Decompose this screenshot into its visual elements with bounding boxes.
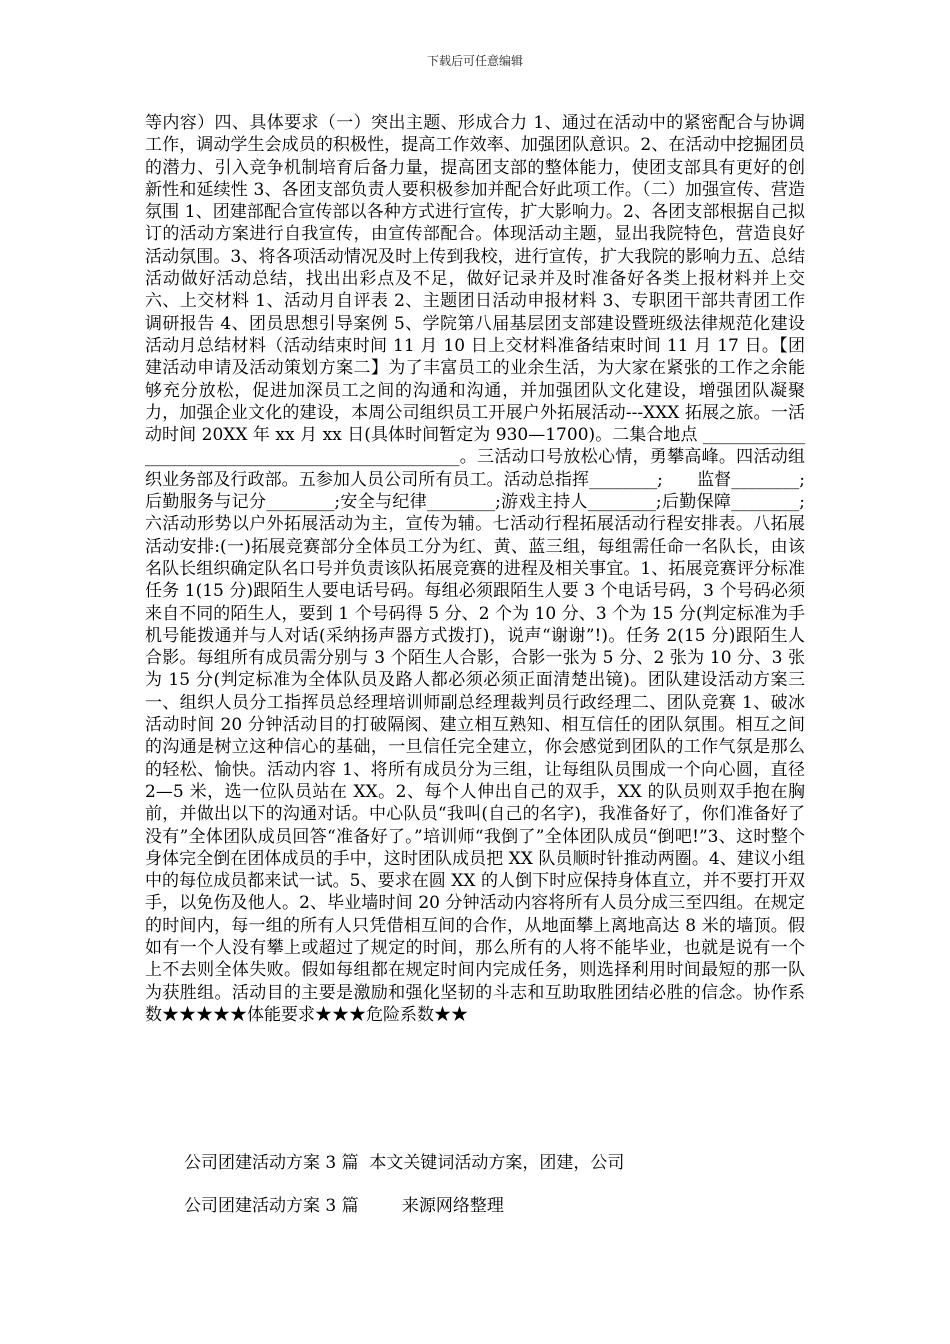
keywords-line: 公司团建活动方案 3 篇 本文关键词活动方案，团建，公司 [184, 1153, 625, 1173]
document-body: 等内容）四、具体要求（一）突出主题、形成合力 1、通过在活动中的紧密配合与协调工作，调动学生会成员的积极性，提高工作效率、加强团队意识。2、在活动中挖掘团员的潜力、引入竞争机制培育后备力量，提高团支部的整体能力，使团支部具有更好的创新性和延续性 3、各团支部负责人要积极参加并配合好此项工作。（二）加强宣传、营造氛围 1、团建部配合宣传部以各种方式进行宣传，扩大影响力。2、各团支部根据自己拟订的活动方案进行自我宣传，由宣传部配合。体现活动主题，显出我院特色，营造良好活动氛围。3、将各项活动情况及时上传到我校，进行宣传，扩大我院的影响力五、总结活动做好活动总结，找出出彩点及不足，做好记录并及时准备好各类上报材料并上交六、上交材料 1、活动月自评表 2、主题团日活动申报材料 3、专职团干部共青团工作调研报告 4、团员思想引导案例 5、学院第八届基层团支部建设暨班级法律规范化建设活动月总结材料（活动结束时间 11 月 10 日上交材料准备结束时间 11 月 17 日。【团建活动申请及活动策划方案二】为了丰富员工的业余生活，为大家在紧张的工作之余能够充分放松，促进加深员工之间的沟通和沟通，并加强团队文化建设，增强团队凝聚力，加强企业文化的建设，本周公司组织员工开展户外拓展活动---XXX 拓展之旅。一活动时间 20XX 年 xx 月 xx 日(具体时间暂定为 930—1700)。二集合地点 _________________________________________________。三活动口号放松心情，勇攀高峰。四活动组织业务部及行政部。五参加人员公司所有员工。活动总指挥________; 监督________;后勤服务与记分________;安全与纪律________;游戏主持人________;后勤保障________;六活动形势以户外拓展活动为主，宣传为辅。七活动行程拓展活动行程安排表。八拓展活动安排:(一)拓展竞赛部分全体员工分为红、黄、蓝三组，每组需任命一名队长，由该名队长组织确定队名口号并负责该队拓展竞赛的进程及相关事宜。1、拓展竞赛评分标准任务 1(15 分)跟陌生人要电话号码。每组必须跟陌生人要 3 个电话号码，3 个号码必须来自不同的陌生人，要到 1 个号码得 5 分、2 个为 10 分、3 个为 15 分(判定标准为手机号能拨通并与人对话(采纳扬声器方式拨打)，说声“谢谢”!)。任务 2(15 分)跟陌生人合影。每组所有成员需分别与 3 个陌生人合影，合影一张为 5 分、2 张为 10 分、3 张为 15 分(判定标准为全体队员及路人都必须必须正面清楚出镜)。团队建设活动方案三一、组织人员分工指挥员总经理培训师副总经理裁判员行政经理二、团队竞赛 1、破冰活动时间 20 分钟活动目的打破隔阂、建立相互熟知、相互信任的团队氛围。相互之间的沟通是树立这种信心的基础，一旦信任完全建立，你会感觉到团队的工作气氛是那么的轻松、愉快。活动内容 1、将所有成员分为三组，让每组队员围成一个向心圆，直径 2—5 米，选一位队员站在 XX。2、每个人伸出自己的双手，XX 的队员则双手抱在胸前，并做出以下的沟通对话。中心队员“我叫(自己的名字)，我准备好了，你们准备好了没有”全体团队成员回答“准备好了。”培训师“我倒了”全体团队成员“倒吧!”3、这时整个身体完全倒在团体成员的手中，这时团队成员把 XX 队员顺时针推动两圈。4、建议小组中的每位成员都来试一试。5、要求在圆 XX 的人倒下时应保持身体直立，并不要打开双手，以免伤及他人。2、毕业墙时间 20 分钟活动内容将所有人员分成三至四组。在规定的时间内，每一组的所有人只凭借相互间的合作，从地面攀上离地高达 8 米的墙顶。假如有一个人没有攀上或超过了规定的时间，那么所有的人将不能毕业，也就是说有一个上不去则全体失败。假如每组都在规定时间内完成任务，则选择利用时间最短的那一队为获胜组。活动目的主要是激励和强化坚韧的斗志和互助取胜团结必胜的信念。协作系数★★★★★体能要求★★★危险系数★★ [145, 113, 805, 1025]
page-header: 下载后可任意编辑 [426, 54, 523, 68]
source-line: 公司团建活动方案 3 篇 来源网络整理 [184, 1196, 504, 1216]
